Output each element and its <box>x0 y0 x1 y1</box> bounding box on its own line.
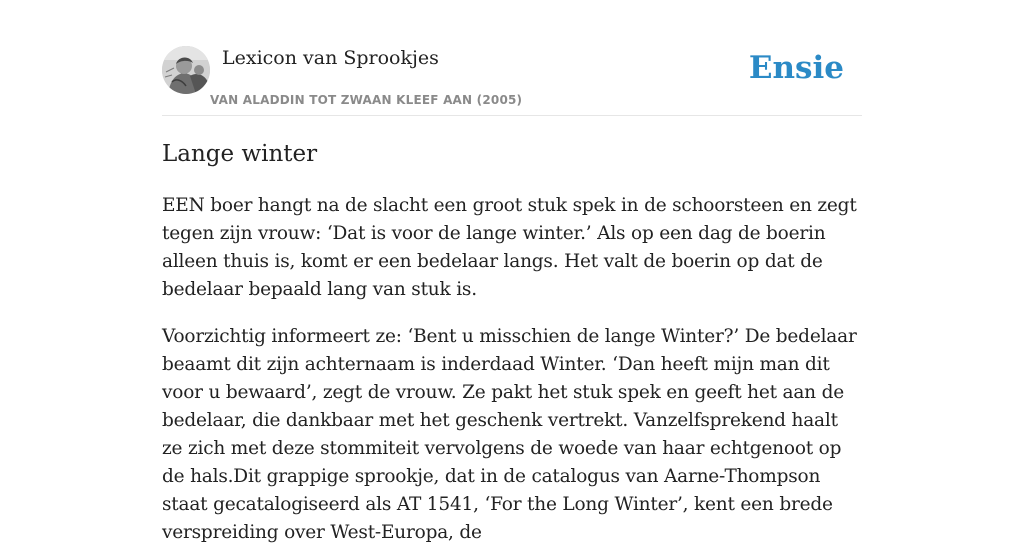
lexicon-subtitle: VAN ALADDIN TOT ZWAAN KLEEF AAN (2005) <box>210 93 523 107</box>
article-paragraph: EEN boer hangt na de slacht een groot stuk spek in de schoorsteen en zegt tegen zijn vrouw: ‘Dat is voor de lange winter.’ Als op een dag de boerin alleen thuis is, komt er een bedelaar langs. Het valt de boerin op dat de bedelaar bepaald lang van stuk is. <box>162 195 857 300</box>
brand-logo-link[interactable]: Ensie <box>748 50 844 86</box>
article-title: Lange winter <box>162 141 318 167</box>
site-header <box>162 40 862 116</box>
lexicon-avatar-icon[interactable] <box>162 46 210 94</box>
article-paragraph: Voorzichtig informeert ze: ‘Bent u misschien de lange Winter?’ De bedelaar beaamt dit zijn achternaam is inderdaad Winter. ‘Dan heeft mijn man dit voor u bewaard’, zegt de vrouw. Ze pakt het stuk spek en geeft het aan de bedelaar, die dankbaar met het geschenk vertrekt. Vanzelfsprekend haalt ze zich met deze stommiteit vervolgens de woede van haar echtgenoot op de hals.Dit grappige sprookje, dat in de catalogus van Aarne-Thompson staat gecatalogiseerd als AT 1541, ‘For the Long Winter’, kent een brede verspreiding over West-Europa, de <box>162 326 857 543</box>
lexicon-title-link[interactable]: Lexicon van Sprookjes <box>222 47 439 69</box>
article <box>162 138 862 547</box>
engraving-portrait-icon <box>162 46 210 94</box>
